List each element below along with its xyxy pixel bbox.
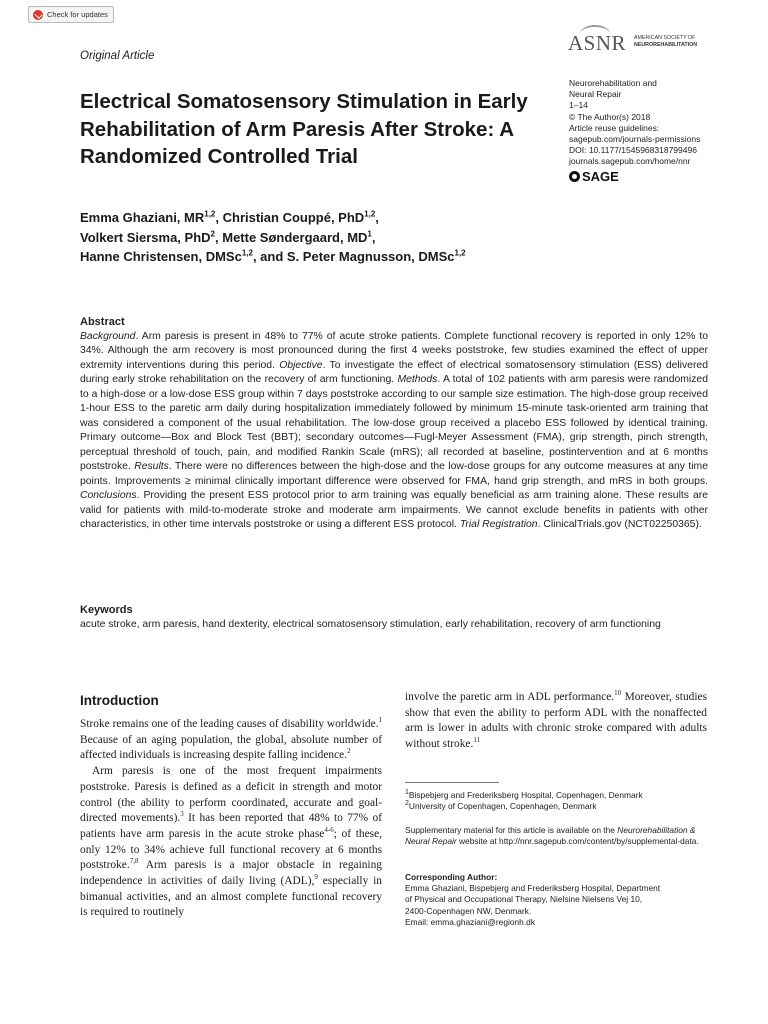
text-run: It has been reported that 48% to 77% of patients have arm paresis in the acute stroke phase (80, 812, 382, 840)
methods-text: . A total of 102 patients with arm paresis were randomized to a high-dose or a low-dose ESS group within 7 days poststroke according to our sample size estimation. The high-dose group received 1-hour ESS to the paretic arm daily during hospitalization immediately followed by minimum 15-minute task-oriented arm training that was considered a component of the usual rehabilitation. The low-dose group received a placebo ESS followed by identical training. Primary outcome—Box and Block Test (BBT); secondary outcomes—Fugl-Meyer Assessment (FMA), grip strength, pinch strength, perceptual threshold of touch, pain, and modified Rankin Scale (mRS); all recorded at baseline, postintervention and at 6 months poststroke. (80, 374, 708, 472)
keywords (80, 603, 708, 632)
journal-name-line1: Neurorehabilitation and (569, 78, 657, 88)
author-name: Christian Couppé, PhD (222, 210, 365, 225)
text-run: Because of an aging population, the global, absolute number of affected individuals is increasing despite falling incidence. (80, 733, 382, 762)
check-updates-icon (33, 10, 43, 20)
corresponding-author (405, 872, 707, 928)
article-title: Electrical Somatosensory Stimulation in Early Rehabilitation of Arm Paresis After Stroke: A Randomized Controlled Trial (80, 90, 528, 168)
author-affiliation: 1 (367, 229, 372, 239)
author-affiliation: 1,2 (364, 209, 376, 219)
logo-org (634, 35, 697, 49)
author-separator: , (375, 210, 379, 225)
journal-name: Neurorehabilitation & Neural Repair (405, 825, 696, 847)
author-name: Mette Søndergaard, MD (222, 229, 368, 245)
sage-wordmark: SAGE (582, 169, 619, 184)
affiliation-text: University of Copenhagen, Copenhagen, Denmark (408, 801, 597, 812)
author-name: Volkert Siersma, PhD (80, 229, 211, 245)
permissions-link[interactable]: sagepub.com/journals-permissions (569, 134, 701, 145)
abstract-heading: Abstract (80, 316, 125, 328)
author-separator: , (371, 229, 376, 245)
author-affiliation: 1,2 (241, 248, 253, 258)
check-for-updates-label: Check for updates (47, 10, 108, 19)
text-run: ; of these, only 12% to 34% achieve full functional recovery at 6 months poststroke. (80, 827, 382, 872)
text-run: Stroke remains one of the leading causes of disability worldwide. (80, 718, 379, 730)
author-list (80, 208, 580, 267)
journal-info (569, 78, 759, 168)
affiliation-number: 1 (405, 789, 409, 797)
registration-text: . ClinicalTrials.gov (NCT02250365). (537, 519, 702, 530)
background-label: Background (80, 330, 136, 342)
logo-org-line2: NEUROREHABILITATION (634, 42, 698, 48)
copyright: © The Author(s) 2018 (569, 111, 651, 122)
objective-label: Objective (279, 359, 323, 371)
article-type: Original Article (80, 50, 155, 62)
citation[interactable]: 7,8 (129, 857, 139, 866)
supplementary-note (405, 825, 707, 847)
author-affiliation: 2 (210, 229, 215, 239)
corr-email[interactable]: Email: emma.ghaziani@regionh.dk (405, 916, 536, 927)
citation[interactable]: 11 (473, 736, 481, 745)
citation[interactable]: 4-6 (324, 826, 334, 835)
left-column (80, 717, 382, 921)
conclusions-text: . Providing the present ESS protocol prior to arm training was equally beneficial as arm training alone. These results are valid for patients with mild-to-moderate stroke and moderate arm impairments. We cannot exclude benefits in patients with other characteristics, in other time intervals poststroke or using a different ESS protocol. (80, 490, 708, 530)
text-run: Arm paresis is one of the most frequent impairments poststroke. Paresis is defined as a deficit in strength and motor control (the ability to perform coordinated, accurate and goal-directed movements). (80, 765, 382, 825)
journal-name-line2: Neural Repair (569, 89, 622, 100)
author-affiliation: 1,2 (454, 248, 466, 258)
author-separator: , and (252, 249, 287, 264)
citation[interactable]: 1 (378, 716, 382, 725)
affiliation-number: 2 (405, 800, 409, 808)
author-separator: , (215, 210, 223, 225)
results-text: . There were no differences between the high-dose and the low-dose groups for any outcome measures at any time points. Improvements ≥ minimal clinically important difference were observed for FMA, hand grip strength, and mRS in both groups. (80, 461, 708, 487)
check-for-updates-button[interactable] (28, 6, 114, 23)
registration-label: Trial Registration (459, 519, 538, 530)
citation[interactable]: 2 (347, 747, 351, 756)
objective-text: . To investigate the effect of electrical somatosensory stimulation (ESS) delivered during early stroke rehabilitation on the recovery of arm functioning. (80, 359, 708, 385)
supplementary-link[interactable]: website at http://nnr.sagepub.com/content/by/supplemental-data. (456, 836, 699, 847)
logo-name: ASNR (568, 31, 627, 55)
footnote-divider (405, 782, 499, 783)
page-range: 1–14 (569, 100, 588, 111)
keywords-text: acute stroke, arm paresis, hand dexterity, electrical somatosensory stimulation, early rehabilitation, recovery of arm functioning (80, 618, 661, 630)
affiliation-2 (405, 801, 707, 812)
logo-org-line1: AMERICAN SOCIETY OF (634, 35, 696, 41)
asnr-logo (568, 31, 718, 57)
introduction-heading: Introduction (80, 693, 159, 708)
corr-line: Emma Ghaziani, Bispebjerg and Frederiksberg Hospital, Department (405, 883, 661, 894)
intro-paragraph (80, 764, 382, 921)
author-name: Hanne Christensen, DMSc (80, 249, 242, 264)
citation[interactable]: 3 (180, 810, 184, 819)
text-run: Supplementary material for this article is available on the (405, 825, 618, 835)
author-name: Emma Ghaziani, MR (80, 210, 205, 225)
corresponding-author-heading: Corresponding Author: (405, 872, 498, 882)
citation[interactable]: 10 (614, 689, 622, 698)
affiliation-text: Bispebjerg and Frederiksberg Hospital, Copenhagen, Denmark (408, 790, 643, 800)
abstract (80, 315, 708, 533)
text-run: involve the paretic arm in ADL performance. (405, 691, 615, 703)
author-separator: , (215, 229, 223, 245)
corr-line: of Physical and Occupational Therapy, Nielsine Nielsens Vej 10, (405, 894, 643, 905)
text-run: Arm paresis is a major obstacle in regaining independence in activities of daily living (ADL), (80, 859, 382, 888)
conclusions-label: Conclusions (80, 490, 137, 501)
journal-homepage-link[interactable]: journals.sagepub.com/home/nnr (569, 156, 691, 167)
citation[interactable]: 9 (314, 873, 318, 882)
background-text: . Arm paresis is present in 48% to 77% of acute stroke patients. Complete functional recovery is reported in only 12% to 34%. Although the arm recovery is most pronounced during the first 4 weeks poststroke, few studies examined the effect of upper extremity interventions during this period. (80, 330, 708, 371)
doi[interactable]: DOI: 10.1177/1545968318799496 (569, 145, 697, 156)
keywords-heading: Keywords (80, 604, 133, 616)
right-column (405, 690, 707, 753)
affiliation-1 (405, 790, 707, 801)
author-name: S. Peter Magnusson, DMSc (286, 249, 455, 264)
corr-line: 2400-Copenhagen NW, Denmark. (405, 905, 532, 916)
sage-ring-icon (569, 171, 580, 182)
text-run: Moreover, studies show that even the ability to perform ADL with the nonaffected arm is lower in adults with chronic stroke compared with adults without stroke. (405, 691, 707, 751)
sage-logo (569, 169, 619, 184)
author-affiliation: 1,2 (204, 209, 216, 219)
results-label: Results (134, 461, 169, 472)
text-run: especially in bimanual activities, and an almost complete functional recovery is required to routinely (80, 875, 382, 919)
methods-label: Methods (397, 374, 438, 385)
intro-paragraph (80, 717, 382, 764)
affiliations (405, 790, 707, 812)
reuse-guidelines-label: Article reuse guidelines: (569, 122, 660, 133)
